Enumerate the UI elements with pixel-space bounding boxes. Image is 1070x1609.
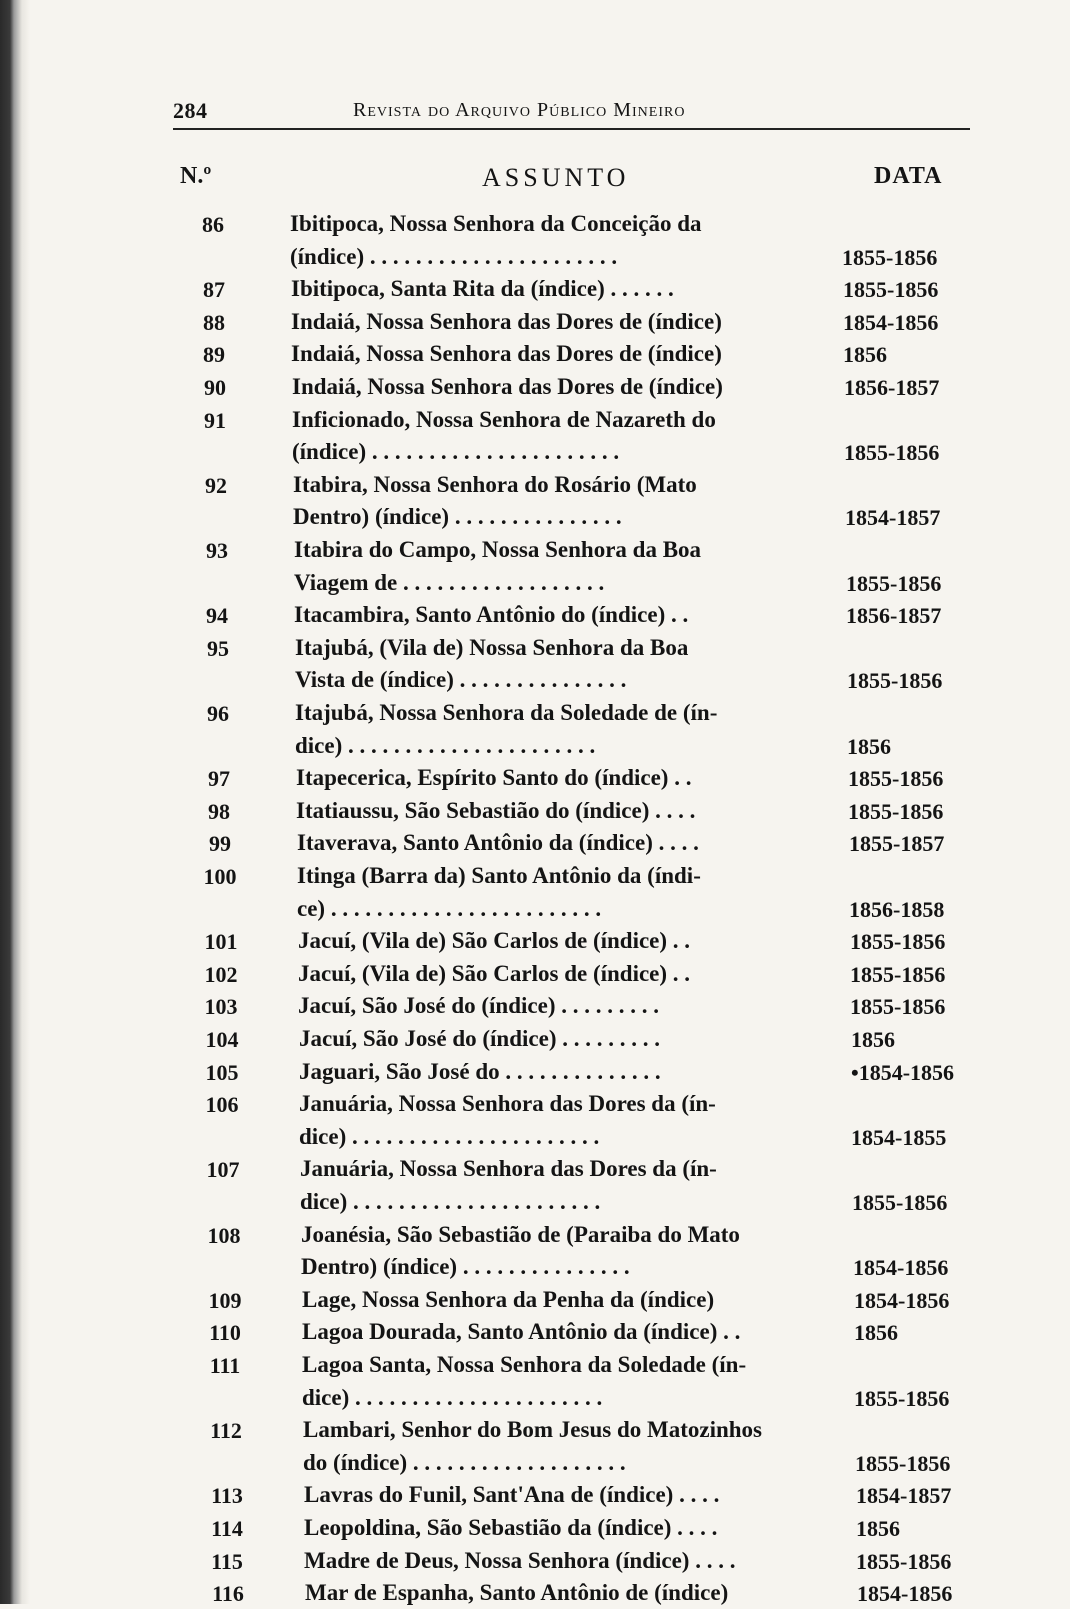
entry-date: 1855-1856 — [856, 1548, 952, 1574]
entry-date: 1855-1856 — [850, 994, 946, 1020]
entry-date: 1855-1856 — [850, 961, 946, 987]
entry-number: 111 — [209, 1353, 241, 1378]
entry-subject-line: Itajubá, Nossa Senhora da Soledade de (ín- — [295, 700, 718, 725]
entry-number: 98 — [208, 798, 230, 824]
entry-date: 1855-1856 — [848, 766, 944, 792]
entry-date: 1855-1856 — [846, 570, 942, 596]
entry-number: 92 — [205, 472, 227, 498]
entry-number: 103 — [204, 994, 238, 1020]
entry-subject-line: Itacambira, Santo Antônio do (índice) . . — [294, 602, 689, 628]
entry-number: 95 — [207, 635, 229, 661]
entry-number: 108 — [207, 1222, 241, 1248]
entry-number: 97 — [208, 766, 230, 792]
entry-date: 1856 — [854, 1320, 898, 1346]
entry-date: 1856 — [847, 733, 891, 759]
entry-subject-line: Itabira do Campo, Nossa Senhora da Boa — [294, 537, 702, 562]
entry-subject-line: Inficionado, Nossa Senhora de Nazareth do — [292, 406, 716, 432]
entry-subject-line: Viagem de . . . . . . . . . . . . . . . . . . — [294, 569, 605, 595]
entry-number: 100 — [203, 864, 237, 889]
entry-subject-line: Jacuí, (Vila de) São Carlos de (índice) . . — [298, 928, 691, 954]
entry-subject-line: ce) . . . . . . . . . . . . . . . . . . . . . . . . — [297, 895, 602, 921]
entry-subject-line: Indaiá, Nossa Senhora das Dores de (índice) — [291, 341, 722, 367]
entry-number: 86 — [202, 212, 224, 237]
entry-subject-line: dice) . . . . . . . . . . . . . . . . . . . . . . — [302, 1384, 603, 1410]
entry-date: 1854-1856 — [857, 1581, 953, 1607]
entry-subject-line: Itajubá, (Vila de) Nossa Senhora da Boa — [295, 634, 689, 660]
entry-date: 1855-1856 — [854, 1385, 950, 1411]
entry-number: 107 — [206, 1157, 240, 1183]
entry-date: 1856-1858 — [849, 896, 945, 922]
entry-date: 1854-1856 — [854, 1287, 950, 1313]
entry-subject-line: Lavras do Funil, Sant'Ana de (índice) . . . . — [304, 1482, 720, 1508]
entry-subject-line: Mar de Espanha, Santo Antônio de (índice) — [305, 1580, 729, 1606]
entry-number: 90 — [204, 375, 226, 400]
entry-number: 96 — [207, 701, 229, 726]
entry-number: 105 — [205, 1059, 239, 1085]
entry-number: 89 — [203, 342, 225, 368]
page-header — [173, 98, 970, 130]
entry-number: 91 — [204, 407, 226, 433]
entry-date: 1856 — [843, 342, 887, 368]
entry-subject-line: Leopoldina, São Sebastião da (índice) . . . . — [304, 1515, 718, 1540]
entry-subject-line: Madre de Deus, Nossa Senhora (índice) . . . . — [304, 1547, 736, 1573]
entry-subject-line: Indaiá, Nossa Senhora das Dores de (índice) — [291, 308, 722, 334]
entry-subject-line: Itinga (Barra da) Santo Antônio da (índi- — [297, 863, 701, 888]
entry-number: 88 — [203, 309, 225, 335]
entry-subject-line: Itabira, Nossa Senhora do Rosário (Mato — [293, 471, 697, 497]
entry-date: 1854-1856 — [853, 1255, 949, 1281]
entry-date: 1855-1856 — [843, 277, 939, 303]
entry-subject-line: do (índice) . . . . . . . . . . . . . . . . . . . — [303, 1449, 626, 1475]
entry-number: 112 — [210, 1418, 242, 1444]
entry-subject-line: Jaguari, São José do . . . . . . . . . . . . . . — [299, 1058, 661, 1084]
entry-date: 1854-1855 — [851, 1124, 947, 1150]
entry-subject-line: Joanésia, São Sebastião de (Paraiba do Mato — [301, 1221, 740, 1247]
page-number: 284 — [173, 98, 208, 123]
entry-date: 1854-1857 — [845, 505, 941, 531]
scan-page-edge — [0, 0, 30, 1604]
entry-number: 101 — [204, 929, 238, 955]
entry-subject-line: Itapecerica, Espírito Santo do (índice) . . — [296, 765, 692, 791]
entry-subject-line: Lagoa Santa, Nossa Senhora da Soledade (ín- — [302, 1352, 747, 1377]
entry-date: 1855-1856 — [848, 798, 944, 824]
entry-subject-line: Lagoa Dourada, Santo Antônio da (índice) . . — [302, 1319, 741, 1345]
entry-date: 1855-1856 — [842, 244, 938, 270]
entry-subject-line: (índice) . . . . . . . . . . . . . . . . . . . . . . — [290, 243, 618, 269]
entry-number: 115 — [211, 1548, 243, 1574]
entry-date: 1854-1856 — [843, 309, 939, 335]
entry-number: 114 — [211, 1516, 243, 1541]
entry-number: 87 — [203, 277, 225, 303]
entry-subject-line: Dentro) (índice) . . . . . . . . . . . . . . . — [293, 504, 622, 530]
entry-date: 1854-1857 — [856, 1483, 952, 1509]
entry-number: 109 — [208, 1287, 242, 1313]
entry-subject-line: Jacuí, (Vila de) São Carlos de (índice) . . — [298, 960, 691, 986]
entry-number: 113 — [211, 1483, 243, 1509]
entry-number: 94 — [206, 603, 228, 629]
entry-date: 1856 — [851, 1027, 895, 1052]
entry-subject-line: Itatiaussu, São Sebastião do (índice) . . . . — [296, 797, 696, 823]
entry-date: 1855-1856 — [855, 1450, 951, 1476]
entry-date: 1855-1856 — [852, 1189, 948, 1215]
entry-subject-line: Lambari, Senhor do Bom Jesus do Matozinhos — [303, 1417, 763, 1443]
entry-date: 1855-1856 — [844, 440, 940, 466]
entry-date: 1855-1856 — [850, 929, 946, 955]
entry-date: 1856 — [856, 1516, 900, 1541]
entry-number: 93 — [206, 538, 228, 563]
entry-subject-line: Ibitipoca, Santa Rita da (índice) . . . . . . — [291, 276, 674, 302]
entry-number: 106 — [205, 1092, 239, 1118]
column-header-date: DATA — [874, 163, 943, 189]
entry-subject-line: Januária, Nossa Senhora das Dores da (ín- — [299, 1091, 716, 1117]
entry-subject-line: Jacuí, São José do (índice) . . . . . . . . . — [298, 993, 659, 1019]
column-header-subject: ASSUNTO — [482, 163, 630, 192]
entry-subject-line: (índice) . . . . . . . . . . . . . . . . . . . . . . — [292, 439, 620, 465]
entry-number: 104 — [205, 1027, 239, 1052]
entry-date: 1856-1857 — [846, 603, 942, 629]
entry-subject-line: Itaverava, Santo Antônio da (índice) . . . . — [297, 830, 699, 856]
entry-subject-line: Jacuí, São José do (índice) . . . . . . . . . — [299, 1026, 660, 1051]
entry-subject-line: Indaiá, Nossa Senhora das Dores de (índice) — [292, 374, 723, 399]
column-header-number: N.º — [180, 163, 212, 189]
entry-number: 99 — [209, 831, 231, 857]
entry-subject-line: Ibitipoca, Nossa Senhora da Conceição da — [290, 211, 702, 236]
entry-date: 1855-1857 — [849, 831, 945, 857]
entry-subject-line: Dentro) (índice) . . . . . . . . . . . . . . . — [301, 1254, 630, 1280]
entry-date: 1856-1857 — [844, 375, 940, 400]
running-title: Revista do Arquivo Público Mineiro — [353, 99, 686, 121]
entry-date: •1854-1856 — [851, 1059, 955, 1085]
entry-number: 116 — [212, 1581, 244, 1607]
entry-number: 110 — [209, 1320, 241, 1346]
entry-number: 102 — [204, 961, 238, 987]
entry-subject-line: dice) . . . . . . . . . . . . . . . . . . . . . . — [295, 732, 596, 758]
entry-subject-line: Lage, Nossa Senhora da Penha da (índice) — [302, 1286, 715, 1312]
entry-date: 1855-1856 — [847, 668, 943, 694]
entry-subject-line: Januária, Nossa Senhora das Dores da (ín- — [300, 1156, 717, 1182]
entry-subject-line: Vista de (índice) . . . . . . . . . . . . . . . — [295, 667, 627, 693]
entry-subject-line: dice) . . . . . . . . . . . . . . . . . . . . . . — [300, 1188, 601, 1214]
entry-subject-line: dice) . . . . . . . . . . . . . . . . . . . . . . — [299, 1123, 600, 1149]
